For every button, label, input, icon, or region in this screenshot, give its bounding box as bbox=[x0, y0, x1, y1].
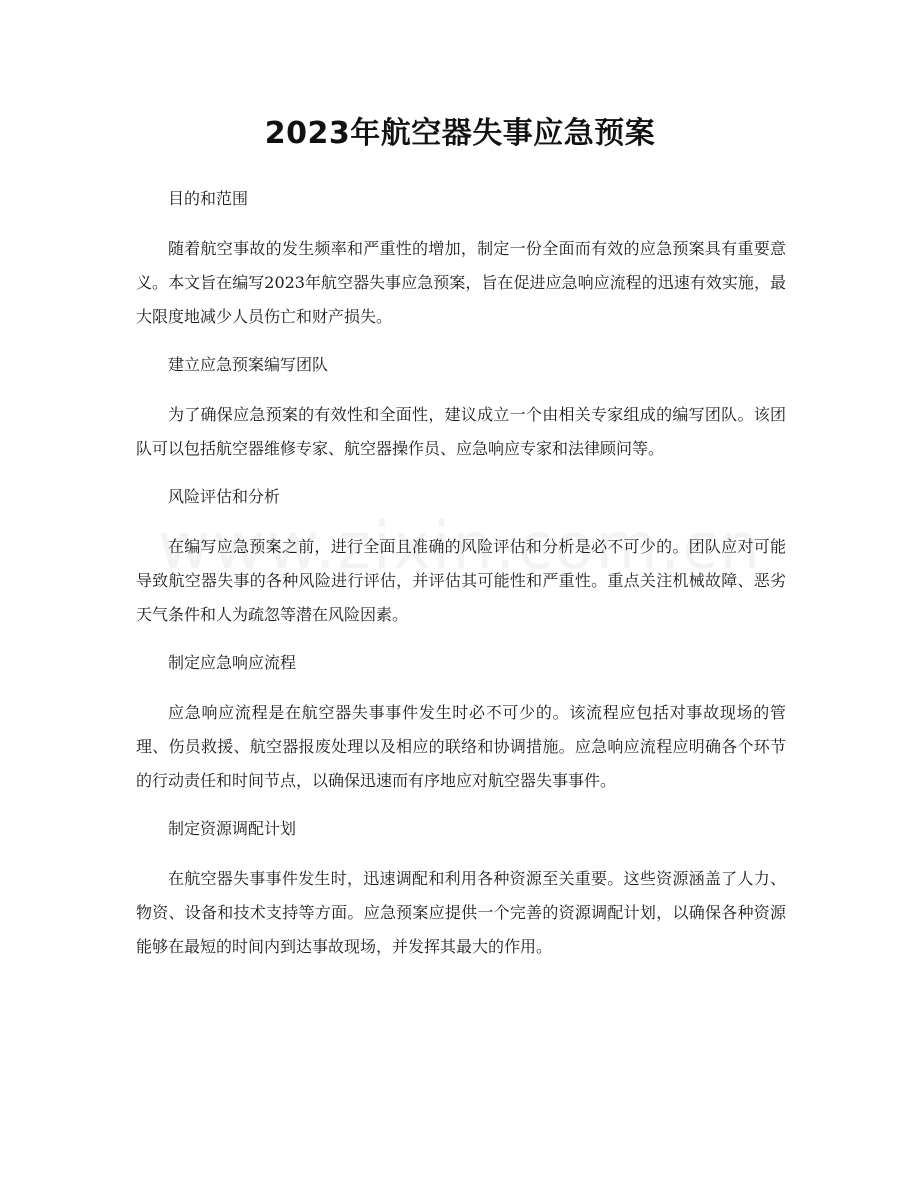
section-heading: 制定资源调配计划 bbox=[168, 819, 297, 838]
section-paragraph: 随着航空事故的发生频率和严重性的增加，制定一份全面而有效的应急预案具有重要意义。本文旨在编写2023年航空器失事应急预案，旨在促进应急响应流程的迅速有效实施，最大限度地减少人员伤亡和财产损失。 bbox=[136, 239, 786, 326]
section-paragraph: 在编写应急预案之前，进行全面且准确的风险评估和分析是必不可少的。团队应对可能导致航空器失事的各种风险进行评估，并评估其可能性和严重性。重点关注机械故障、恶劣天气条件和人为疏忽等潜在风险因素。 bbox=[136, 537, 786, 624]
section-heading: 建立应急预案编写团队 bbox=[168, 355, 329, 374]
section-purpose-scope bbox=[136, 182, 786, 334]
document-title: 2023年航空器失事应急预案 bbox=[264, 116, 656, 151]
section-heading: 制定应急响应流程 bbox=[168, 653, 297, 672]
section-paragraph: 为了确保应急预案的有效性和全面性，建议成立一个由相关专家组成的编写团队。该团队可以包括航空器维修专家、航空器操作员、应急响应专家和法律顾问等。 bbox=[136, 405, 786, 458]
section-paragraph: 应急响应流程是在航空器失事事件发生时必不可少的。该流程应包括对事故现场的管理、伤员救援、航空器报废处理以及相应的联络和协调措施。应急响应流程应明确各个环节的行动责任和时间节点，以确保迅速而有序地应对航空器失事事件。 bbox=[136, 703, 786, 790]
section-paragraph: 在航空器失事事件发生时，迅速调配和利用各种资源至关重要。这些资源涵盖了人力、物资、设备和技术支持等方面。应急预案应提供一个完善的资源调配计划，以确保各种资源能够在最短的时间内到达事故现场，并发挥其最大的作用。 bbox=[136, 869, 786, 956]
section-resource-plan bbox=[136, 812, 786, 964]
section-risk-assessment bbox=[136, 480, 786, 632]
section-writing-team bbox=[136, 348, 786, 466]
document-body bbox=[136, 182, 786, 964]
section-response-process bbox=[136, 646, 786, 798]
section-heading: 目的和范围 bbox=[168, 189, 249, 208]
section-heading: 风险评估和分析 bbox=[168, 487, 281, 506]
